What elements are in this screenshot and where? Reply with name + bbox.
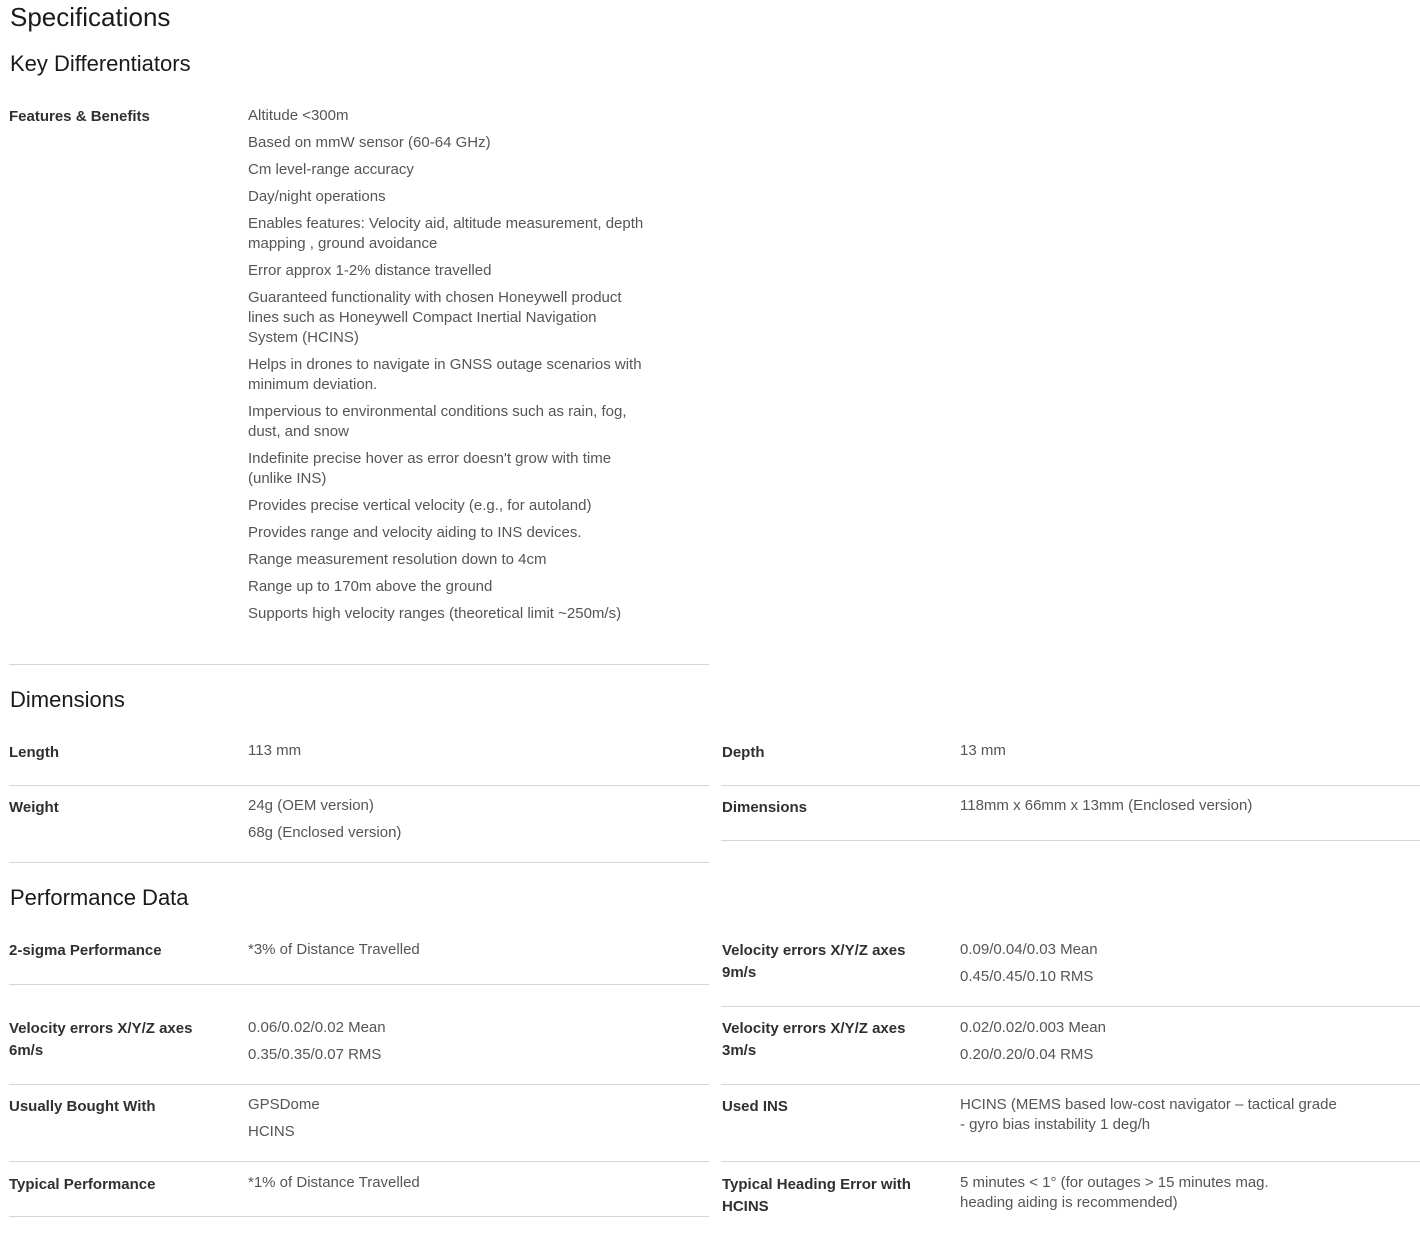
feature-item: Guaranteed functionality with chosen Honeywell product lines such as Honeywell Compact Inertial Navigation System (HCINS): [248, 289, 622, 346]
heading-error-values: [960, 1173, 1305, 1220]
usually-bought-label: Usually Bought With: [9, 1098, 156, 1115]
divider: [721, 1084, 1420, 1085]
depth-value: [960, 741, 1006, 768]
page-title: Specifications: [10, 2, 171, 32]
dimensions-values: [960, 796, 1252, 823]
dimensions-label: Dimensions: [722, 799, 808, 816]
length-value: [248, 741, 301, 768]
features-benefits-list: [248, 106, 648, 631]
depth-label: Depth: [722, 744, 765, 761]
divider: [9, 785, 709, 786]
divider: [721, 785, 1420, 786]
feature-item: Altitude <300m: [248, 107, 349, 124]
usually-bought-value: GPSDome: [248, 1096, 320, 1113]
divider: [721, 1006, 1420, 1007]
typical-performance-label: Typical Performance: [9, 1176, 156, 1193]
weight-value: 24g (OEM version): [248, 797, 374, 814]
two-sigma-label: 2-sigma Performance: [9, 942, 162, 959]
usually-bought-values: [248, 1095, 320, 1149]
velocity-9ms-values: [960, 940, 1098, 994]
performance-heading: Performance Data: [10, 885, 189, 910]
feature-item: Based on mmW sensor (60-64 GHz): [248, 134, 491, 151]
velocity-3ms-values: [960, 1018, 1106, 1072]
two-sigma-values: [248, 940, 420, 967]
divider: [721, 840, 1420, 841]
dimensions-value: 118mm x 66mm x 13mm (Enclosed version): [960, 797, 1253, 814]
divider: [9, 984, 709, 985]
velocity-9ms-value: 0.45/0.45/0.10 RMS: [960, 968, 1094, 985]
feature-item: Range up to 170m above the ground: [248, 578, 493, 595]
used-ins-values: [960, 1095, 1340, 1142]
weight-values: [248, 796, 401, 850]
feature-item: Provides range and velocity aiding to INS devices.: [248, 524, 582, 541]
velocity-9ms-value: 0.09/0.04/0.03 Mean: [960, 941, 1098, 958]
typical-performance-values: [248, 1173, 420, 1200]
key-differentiators-heading: Key Differentiators: [10, 51, 191, 76]
velocity-3ms-value: 0.02/0.02/0.003 Mean: [960, 1019, 1106, 1036]
divider: [721, 1161, 1420, 1162]
divider: [9, 1084, 709, 1085]
used-ins-label: Used INS: [722, 1098, 788, 1115]
feature-item: Provides precise vertical velocity (e.g., for autoland): [248, 497, 592, 514]
velocity-6ms-value: 0.35/0.35/0.07 RMS: [248, 1046, 382, 1063]
features-benefits-label: Features & Benefits: [9, 108, 150, 125]
velocity-6ms-value: 0.06/0.02/0.02 Mean: [248, 1019, 386, 1036]
feature-item: Supports high velocity ranges (theoretical limit ~250m/s): [248, 605, 622, 622]
typical-performance-value: *1% of Distance Travelled: [248, 1174, 420, 1191]
weight-value: 68g (Enclosed version): [248, 824, 402, 841]
velocity-3ms-label: Velocity errors X/Y/Z axes 3m/s: [722, 1020, 906, 1059]
velocity-3ms-value: 0.20/0.20/0.04 RMS: [960, 1046, 1094, 1063]
dimensions-heading: Dimensions: [10, 687, 125, 712]
velocity-9ms-label: Velocity errors X/Y/Z axes 9m/s: [722, 942, 906, 981]
velocity-6ms-label: Velocity errors X/Y/Z axes 6m/s: [9, 1020, 193, 1059]
feature-item: Helps in drones to navigate in GNSS outage scenarios with minimum deviation.: [248, 356, 642, 393]
feature-item: Impervious to environmental conditions such as rain, fog, dust, and snow: [248, 403, 627, 440]
heading-error-label: Typical Heading Error with HCINS: [722, 1176, 911, 1215]
divider: [9, 664, 709, 665]
heading-error-value: 5 minutes < 1° (for outages > 15 minutes mag. heading aiding is recommended): [960, 1174, 1269, 1211]
weight-label: Weight: [9, 799, 59, 816]
usually-bought-value: HCINS: [248, 1123, 295, 1140]
feature-item: Day/night operations: [248, 188, 386, 205]
length-label: Length: [9, 744, 59, 761]
used-ins-value: HCINS (MEMS based low-cost navigator – tactical grade - gyro bias instability 1 deg/h: [960, 1096, 1337, 1133]
feature-item: Indefinite precise hover as error doesn't grow with time (unlike INS): [248, 450, 612, 487]
divider: [9, 1161, 709, 1162]
feature-item: Range measurement resolution down to 4cm: [248, 551, 547, 568]
two-sigma-value: *3% of Distance Travelled: [248, 941, 420, 958]
feature-item: Cm level-range accuracy: [248, 161, 414, 178]
length-value-text: 113 mm: [248, 742, 302, 759]
feature-item: Enables features: Velocity aid, altitude measurement, depth mapping , ground avoidance: [248, 215, 644, 252]
depth-value-text: 13 mm: [960, 742, 1006, 759]
divider: [9, 862, 709, 863]
feature-item: Error approx 1-2% distance travelled: [248, 262, 492, 279]
divider: [9, 1216, 709, 1217]
velocity-6ms-values: [248, 1018, 386, 1072]
